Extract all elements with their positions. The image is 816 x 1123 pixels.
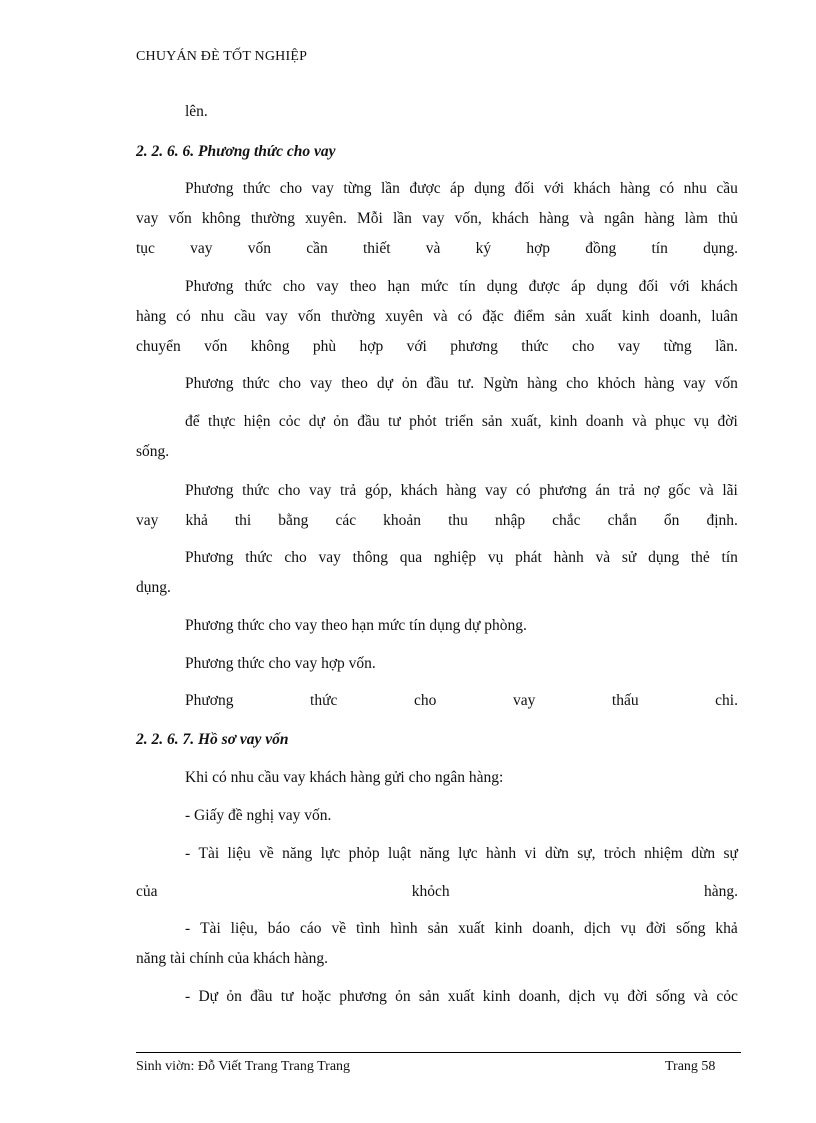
word: để: [185, 413, 200, 430]
word: hình: [390, 920, 418, 937]
word: sống: [676, 920, 706, 937]
word: phương: [339, 988, 387, 1005]
word: tư.: [457, 375, 475, 392]
page-header-title: CHUYÁN ĐÈ TỐT NGHIỆP: [136, 49, 308, 64]
word: khả: [715, 920, 738, 937]
word: tư: [387, 413, 401, 430]
word: doanh: [585, 413, 624, 430]
word: khỏch: [597, 375, 636, 392]
word: lần: [393, 210, 412, 227]
word: dụng: [486, 278, 518, 295]
paragraph-line: [185, 180, 738, 198]
word: Phương: [185, 692, 234, 709]
word: không: [201, 210, 241, 227]
word: hiện: [243, 413, 271, 430]
word: vi: [524, 845, 537, 862]
word: nhu: [200, 308, 224, 325]
word: thường: [331, 308, 376, 325]
word: thức: [521, 338, 549, 355]
word: triển: [445, 413, 474, 430]
word: áp: [570, 278, 586, 295]
word: điểm: [513, 308, 545, 325]
word: cho: [278, 375, 302, 392]
word: góp,: [364, 482, 393, 499]
word: vụ: [693, 413, 710, 430]
word: áp: [450, 180, 465, 197]
word: đối: [514, 180, 535, 197]
word: báo: [267, 920, 291, 937]
word: vốn: [204, 338, 228, 355]
word: ổn: [663, 512, 680, 529]
word: bằng: [278, 512, 309, 529]
word: đồng: [585, 240, 617, 257]
word: hàng: [644, 210, 675, 227]
word: khoản: [383, 512, 422, 529]
word: và: [693, 988, 709, 1005]
word: dừn: [691, 845, 716, 862]
paragraph-line: [185, 549, 738, 567]
word: làm: [684, 210, 708, 227]
word: với: [406, 338, 427, 355]
word: với: [543, 180, 565, 197]
word: có: [515, 482, 531, 499]
word: vay: [683, 375, 706, 392]
word: ỏn: [395, 988, 411, 1005]
list-item: [185, 920, 738, 938]
word: doanh,: [518, 988, 561, 1005]
word: Phương: [185, 482, 234, 499]
word: đời: [627, 988, 648, 1005]
word: Phương: [185, 180, 234, 197]
word: hàng: [446, 482, 477, 499]
word: hàng: [619, 180, 651, 197]
word: thiết: [362, 240, 391, 257]
footer-page-number: Trang 58: [665, 1059, 716, 1074]
word: và: [699, 482, 714, 499]
word: cỏc: [716, 988, 738, 1005]
word: vay: [265, 308, 288, 325]
paragraph-line: [136, 338, 738, 356]
word: Dự: [198, 988, 219, 1005]
word: dụng: [648, 549, 680, 566]
word: kinh: [621, 308, 650, 325]
word: cỏc: [278, 413, 301, 430]
word: vay: [316, 278, 339, 295]
word: khách: [573, 180, 611, 197]
footer-divider: [136, 1052, 741, 1053]
word: sản: [554, 308, 576, 325]
word: án: [595, 482, 611, 499]
word: nhiệm: [644, 845, 683, 862]
footer-student-name: Sinh viờn: Đỗ Viết Trang Trang Trang: [136, 1059, 351, 1074]
word: Tài: [200, 920, 221, 937]
word: nhập: [494, 512, 526, 529]
word: đối: [638, 278, 659, 295]
word: chắn: [607, 512, 637, 529]
word: theo: [341, 375, 368, 392]
word: từng: [663, 338, 692, 355]
paragraph-line: lên.: [185, 103, 208, 120]
word: vay: [308, 482, 332, 499]
word: đầu: [426, 375, 449, 392]
word: luân: [711, 308, 738, 325]
word: chuyển: [136, 338, 181, 355]
word: ký: [475, 240, 492, 257]
word: và: [432, 308, 448, 325]
word: dừn: [544, 845, 569, 862]
word: thức: [242, 180, 271, 197]
word: vốn: [168, 210, 192, 227]
word: lực: [320, 845, 341, 862]
word: xuất: [585, 308, 612, 325]
word: khỏch: [411, 883, 450, 900]
word: cho: [571, 338, 595, 355]
word: thẻ: [690, 549, 710, 566]
word: sử: [621, 549, 637, 566]
paragraph-line: sống.: [136, 443, 170, 460]
word: phương: [450, 338, 498, 355]
word: nhu: [683, 180, 707, 197]
word: xuất: [447, 988, 475, 1005]
paragraph-line: [185, 692, 738, 710]
word: xuất: [458, 920, 485, 937]
word: vay: [512, 692, 536, 709]
word: trả: [339, 482, 357, 499]
word: vay: [617, 338, 641, 355]
word: xuyên: [385, 308, 424, 325]
word: cho: [279, 180, 303, 197]
word: vụ: [603, 988, 620, 1005]
paragraph-line: [185, 278, 738, 296]
word: và: [595, 549, 611, 566]
word: ỏn: [333, 413, 349, 430]
word: thức: [245, 549, 273, 566]
word: dụng: [596, 278, 628, 295]
paragraph-line: Khi có nhu cầu vay khách hàng gửi cho ngân hàng:: [185, 769, 504, 786]
word: thu: [448, 512, 468, 529]
word: -: [185, 845, 191, 862]
word: sản: [427, 920, 449, 937]
paragraph-line: năng tài chính của khách hàng.: [136, 950, 328, 967]
word: phỏp: [348, 845, 380, 862]
word: đặc: [482, 308, 504, 325]
word: hàng: [527, 375, 558, 392]
word: dự: [308, 413, 325, 430]
word: tư: [280, 988, 294, 1005]
word: đời: [717, 413, 738, 430]
word: hoặc: [301, 988, 331, 1005]
word: và: [579, 210, 594, 227]
word: tín: [721, 549, 738, 566]
word: ỏn: [401, 375, 418, 392]
word: nghiệp: [433, 549, 477, 566]
word: hàng: [644, 375, 675, 392]
word: vay: [136, 210, 159, 227]
word: cho: [284, 549, 307, 566]
word: hợp: [359, 338, 384, 355]
word: hạn: [387, 278, 410, 295]
word: cho: [278, 482, 301, 499]
word: với: [669, 278, 690, 295]
word: hợp: [526, 240, 551, 257]
word: liệu,: [230, 920, 258, 937]
word: vốn: [714, 375, 738, 392]
word: vay: [311, 180, 334, 197]
word: vụ: [620, 920, 637, 937]
word: xuất,: [510, 413, 542, 430]
word: Phương: [185, 375, 234, 392]
word: xuyên.: [305, 210, 347, 227]
word: dụng.: [703, 240, 738, 257]
word: đầu: [357, 413, 380, 430]
word: trỏch: [603, 845, 636, 862]
word: được: [528, 278, 560, 295]
word: theo: [349, 278, 377, 295]
word: doanh,: [532, 920, 575, 937]
word: được: [409, 180, 441, 197]
word: Phương: [185, 549, 234, 566]
word: không: [250, 338, 290, 355]
word: vốn,: [454, 210, 482, 227]
paragraph-line: [185, 482, 738, 500]
word: vốn: [297, 308, 322, 325]
word: Mỗi: [357, 210, 383, 227]
section-heading-2-2-6-7: 2. 2. 6. 7. Hồ sơ vay vốn: [136, 731, 289, 748]
word: cho: [566, 375, 589, 392]
word: định.: [706, 512, 738, 529]
word: vụ: [487, 549, 504, 566]
word: về: [259, 845, 274, 862]
word: thức: [244, 278, 272, 295]
word: thường: [250, 210, 295, 227]
word: lãi: [722, 482, 738, 499]
word: chi.: [715, 692, 738, 709]
word: sản: [418, 988, 440, 1005]
paragraph-line: [136, 512, 738, 530]
word: khách: [400, 482, 438, 499]
word: tín: [651, 240, 668, 257]
word: -: [185, 920, 191, 937]
word: có: [176, 308, 191, 325]
word: phỏt: [409, 413, 437, 430]
paragraph-line: [136, 308, 738, 326]
word: ỏn: [226, 988, 242, 1005]
word: về: [331, 920, 347, 937]
word: dự: [376, 375, 393, 392]
word: Phương: [185, 278, 234, 295]
word: thực: [208, 413, 236, 430]
word: thi: [234, 512, 252, 529]
word: từng: [343, 180, 372, 197]
word: cáo: [300, 920, 322, 937]
paragraph-line: Phương thức cho vay theo hạn mức tín dụng dự phòng.: [185, 617, 527, 634]
paragraph-line: dụng.: [136, 579, 171, 596]
word: -: [185, 988, 191, 1005]
word: sự,: [577, 845, 596, 862]
list-item: [185, 988, 738, 1006]
word: dịch: [568, 988, 596, 1005]
paragraph-line: [136, 240, 738, 258]
word: vay: [318, 549, 341, 566]
word: năng: [419, 845, 450, 862]
word: hàng: [539, 210, 570, 227]
word: qua: [399, 549, 423, 566]
word: luật: [387, 845, 412, 862]
word: sự: [723, 845, 738, 862]
list-item: [185, 845, 738, 863]
word: thông: [352, 549, 388, 566]
paragraph-line: [185, 375, 738, 393]
word: mức: [420, 278, 449, 295]
word: dịch: [583, 920, 611, 937]
word: khả: [185, 512, 208, 529]
word: hàng.: [703, 883, 738, 900]
word: thức: [242, 482, 270, 499]
list-item: - Giấy đề nghị vay vốn.: [185, 807, 332, 824]
word: gốc: [668, 482, 691, 499]
word: vay: [422, 210, 445, 227]
word: lần.: [715, 338, 738, 355]
word: cho: [282, 278, 306, 295]
word: doanh,: [659, 308, 702, 325]
word: lần: [381, 180, 400, 197]
word: đời: [645, 920, 667, 937]
paragraph-line: Phương thức cho vay hợp vốn.: [185, 655, 376, 672]
word: của: [136, 883, 158, 900]
word: tục: [136, 240, 155, 257]
word: thức: [310, 692, 338, 709]
word: cho: [413, 692, 437, 709]
word: vốn: [247, 240, 272, 257]
word: và: [632, 413, 647, 430]
word: phát: [515, 549, 542, 566]
word: tình: [356, 920, 381, 937]
word: có: [457, 308, 473, 325]
word: cần: [306, 240, 328, 257]
word: kinh: [494, 920, 523, 937]
word: phục: [655, 413, 686, 430]
word: liệu: [227, 845, 251, 862]
paragraph-line: [185, 413, 738, 431]
section-heading-2-2-6-6: 2. 2. 6. 6. Phương thức cho vay: [136, 143, 336, 160]
word: Ngừn: [483, 375, 519, 392]
word: hành: [553, 549, 584, 566]
word: các: [335, 512, 357, 529]
word: vay: [190, 240, 213, 257]
word: sản: [481, 413, 503, 430]
word: thức: [242, 375, 270, 392]
word: sống: [655, 988, 686, 1005]
word: cầu: [233, 308, 256, 325]
word: nợ: [643, 482, 660, 499]
paragraph-line: [136, 210, 738, 228]
word: năng: [282, 845, 313, 862]
word: vay: [309, 375, 333, 392]
word: có: [659, 180, 675, 197]
word: kinh: [549, 413, 578, 430]
word: và: [425, 240, 441, 257]
word: chắc: [552, 512, 581, 529]
word: kinh: [482, 988, 511, 1005]
word: Tài: [198, 845, 220, 862]
word: phù: [312, 338, 337, 355]
word: vay: [484, 482, 508, 499]
word: vay: [136, 512, 159, 529]
word: đầu: [250, 988, 273, 1005]
word: lực: [458, 845, 478, 862]
word: khách: [491, 210, 529, 227]
word: thấu: [611, 692, 639, 709]
word: hàng: [136, 308, 167, 325]
paragraph-line: [136, 883, 738, 901]
word: thủ: [718, 210, 738, 227]
word: phương: [539, 482, 587, 499]
word: ngân: [604, 210, 635, 227]
word: hành: [486, 845, 517, 862]
word: trả: [618, 482, 635, 499]
word: cầu: [716, 180, 738, 197]
word: tín: [459, 278, 476, 295]
word: khách: [700, 278, 738, 295]
word: dụng: [474, 180, 506, 197]
